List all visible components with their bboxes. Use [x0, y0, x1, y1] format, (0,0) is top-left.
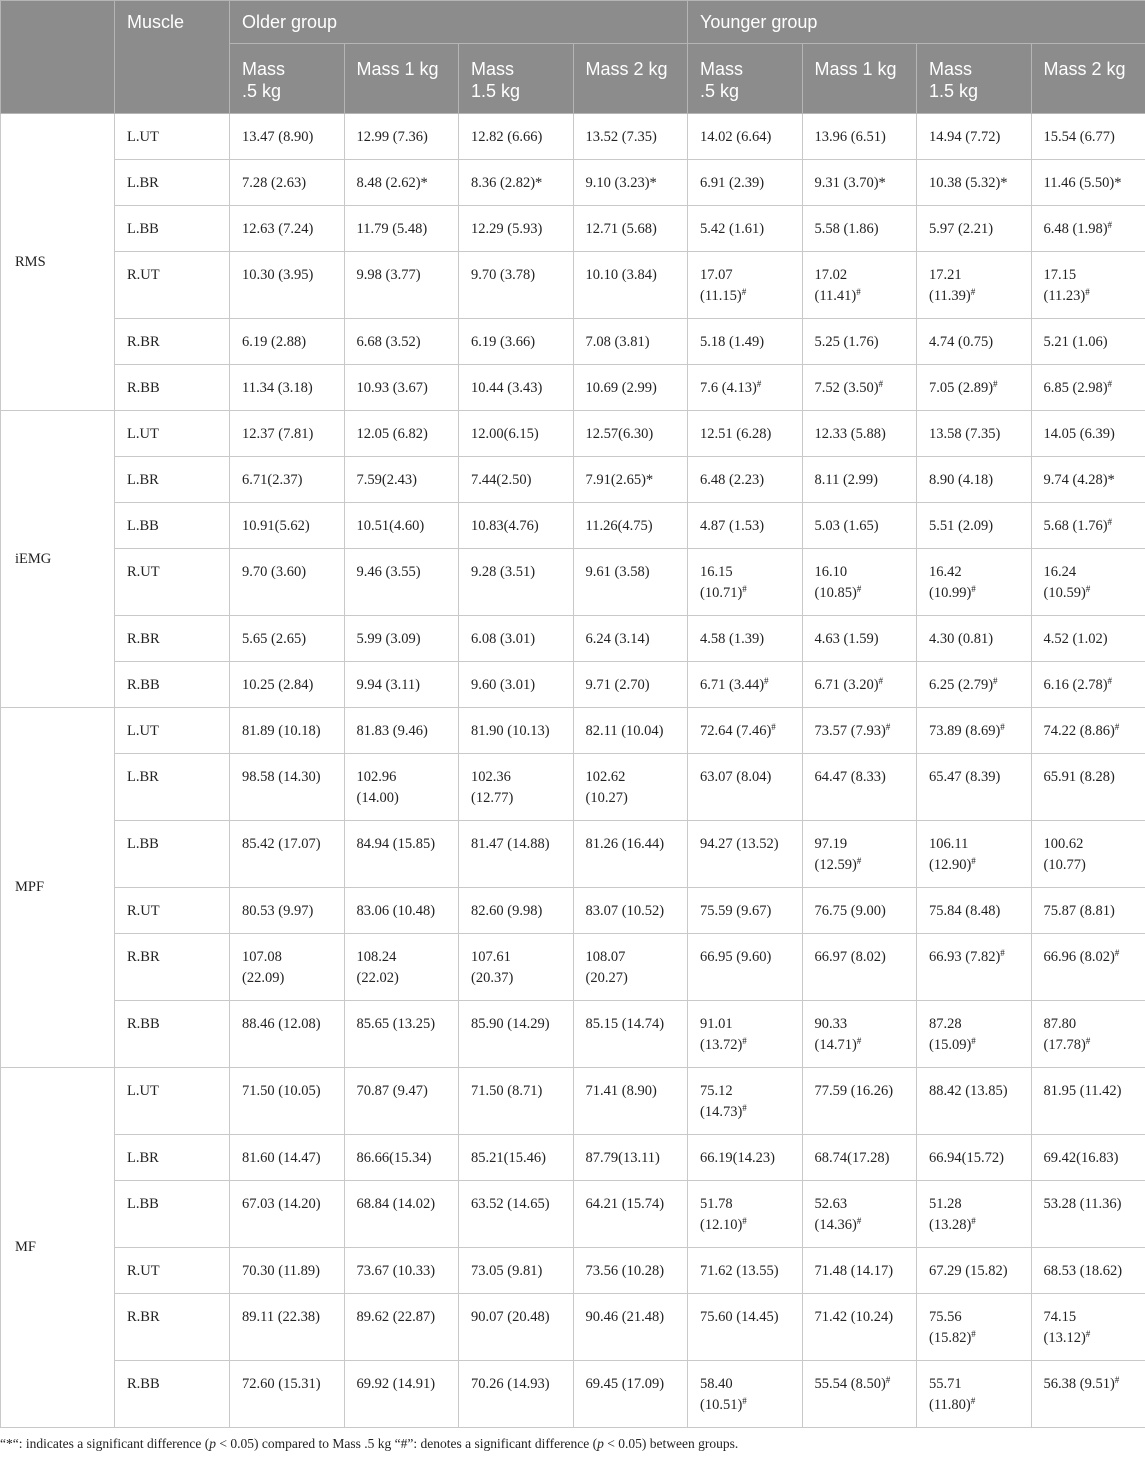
- value-cell: 6.16 (2.78)#: [1031, 662, 1145, 708]
- value-cell: 13.96 (6.51): [802, 114, 917, 160]
- value-cell: 9.60 (3.01): [459, 662, 574, 708]
- value-cell: 73.57 (7.93)#: [802, 708, 917, 754]
- header-mass-col: [459, 44, 574, 114]
- value-cell: 10.44 (3.43): [459, 365, 574, 411]
- muscle-label: R.UT: [115, 888, 230, 934]
- value-cell: 17.21 (11.39)#: [917, 252, 1032, 319]
- value-cell: 5.21 (1.06): [1031, 319, 1145, 365]
- value-cell: 71.42 (10.24): [802, 1294, 917, 1361]
- value-cell: 6.48 (2.23): [688, 457, 803, 503]
- value-cell: 9.98 (3.77): [344, 252, 459, 319]
- value-cell: 100.62 (10.77): [1031, 821, 1145, 888]
- value-cell: 4.52 (1.02): [1031, 616, 1145, 662]
- value-cell: 12.71 (5.68): [573, 206, 688, 252]
- table-row: [1, 662, 1145, 708]
- value-cell: 58.40 (10.51)#: [688, 1361, 803, 1428]
- header-mass-line1: Mass: [929, 59, 973, 79]
- value-cell: 72.60 (15.31): [230, 1361, 345, 1428]
- value-cell: 75.59 (9.67): [688, 888, 803, 934]
- header-mass-line2: 1.5 kg: [929, 81, 979, 101]
- value-cell: 6.71 (3.44)#: [688, 662, 803, 708]
- value-cell: 86.66(15.34): [344, 1135, 459, 1181]
- value-cell: 97.19 (12.59)#: [802, 821, 917, 888]
- value-cell: 8.48 (2.62)*: [344, 160, 459, 206]
- value-cell: 10.83(4.76): [459, 503, 574, 549]
- value-cell: 12.51 (6.28): [688, 411, 803, 457]
- value-cell: 91.01 (13.72)#: [688, 1001, 803, 1068]
- value-cell: 65.91 (8.28): [1031, 754, 1145, 821]
- value-cell: 5.65 (2.65): [230, 616, 345, 662]
- value-cell: 13.58 (7.35): [917, 411, 1032, 457]
- header-mass-line1: Mass 2 kg: [1043, 59, 1126, 79]
- value-cell: 102.96 (14.00): [344, 754, 459, 821]
- value-cell: 7.52 (3.50)#: [802, 365, 917, 411]
- value-cell: 5.97 (2.21): [917, 206, 1032, 252]
- metric-label: RMS: [1, 114, 115, 411]
- value-cell: 71.41 (8.90): [573, 1068, 688, 1135]
- value-cell: 17.07 (11.15)#: [688, 252, 803, 319]
- header-mass-line1: Mass: [700, 59, 744, 79]
- value-cell: 5.18 (1.49): [688, 319, 803, 365]
- value-cell: 75.56 (15.82)#: [917, 1294, 1032, 1361]
- value-cell: 85.15 (14.74): [573, 1001, 688, 1068]
- header-muscle: Muscle: [115, 1, 230, 114]
- value-cell: 85.21(15.46): [459, 1135, 574, 1181]
- table-row: [1, 616, 1145, 662]
- muscle-label: L.BB: [115, 503, 230, 549]
- header-mass-line1: Mass: [242, 59, 286, 79]
- value-cell: 82.60 (9.98): [459, 888, 574, 934]
- value-cell: 75.87 (8.81): [1031, 888, 1145, 934]
- value-cell: 90.46 (21.48): [573, 1294, 688, 1361]
- value-cell: 71.50 (8.71): [459, 1068, 574, 1135]
- value-cell: 5.42 (1.61): [688, 206, 803, 252]
- value-cell: 73.89 (8.69)#: [917, 708, 1032, 754]
- value-cell: 10.69 (2.99): [573, 365, 688, 411]
- value-cell: 90.07 (20.48): [459, 1294, 574, 1361]
- header-mass-col: [917, 44, 1032, 114]
- value-cell: 51.78 (12.10)#: [688, 1181, 803, 1248]
- value-cell: 69.45 (17.09): [573, 1361, 688, 1428]
- value-cell: 56.38 (9.51)#: [1031, 1361, 1145, 1428]
- table-row: [1, 888, 1145, 934]
- value-cell: 12.99 (7.36): [344, 114, 459, 160]
- header-metric-blank: [1, 1, 115, 114]
- footnote-star-text-a: : indicates a significant difference (: [18, 1436, 210, 1451]
- header-mass-col: [688, 44, 803, 114]
- value-cell: 81.89 (10.18): [230, 708, 345, 754]
- value-cell: 82.11 (10.04): [573, 708, 688, 754]
- value-cell: 5.51 (2.09): [917, 503, 1032, 549]
- table-row: [1, 114, 1145, 160]
- header-mass-line2: 1.5 kg: [471, 81, 521, 101]
- value-cell: 67.29 (15.82): [917, 1248, 1032, 1294]
- value-cell: 71.48 (14.17): [802, 1248, 917, 1294]
- value-cell: 4.74 (0.75): [917, 319, 1032, 365]
- value-cell: 12.00(6.15): [459, 411, 574, 457]
- value-cell: 75.84 (8.48): [917, 888, 1032, 934]
- value-cell: 76.75 (9.00): [802, 888, 917, 934]
- value-cell: 4.58 (1.39): [688, 616, 803, 662]
- value-cell: 4.63 (1.59): [802, 616, 917, 662]
- value-cell: 5.03 (1.65): [802, 503, 917, 549]
- footnote-hash-text-a: : denotes a significant difference (: [413, 1436, 598, 1451]
- value-cell: 77.59 (16.26): [802, 1068, 917, 1135]
- muscle-label: L.BR: [115, 1135, 230, 1181]
- table-row: [1, 457, 1145, 503]
- footnote-p-symbol-2: p: [597, 1436, 604, 1451]
- value-cell: 15.54 (6.77): [1031, 114, 1145, 160]
- value-cell: 10.93 (3.67): [344, 365, 459, 411]
- value-cell: 6.85 (2.98)#: [1031, 365, 1145, 411]
- value-cell: 17.02 (11.41)#: [802, 252, 917, 319]
- header-mass-line1: Mass: [471, 59, 515, 79]
- muscle-label: R.BB: [115, 365, 230, 411]
- value-cell: 14.94 (7.72): [917, 114, 1032, 160]
- value-cell: 53.28 (11.36): [1031, 1181, 1145, 1248]
- value-cell: 6.25 (2.79)#: [917, 662, 1032, 708]
- value-cell: 10.25 (2.84): [230, 662, 345, 708]
- value-cell: 89.62 (22.87): [344, 1294, 459, 1361]
- value-cell: 55.71 (11.80)#: [917, 1361, 1032, 1428]
- value-cell: 9.46 (3.55): [344, 549, 459, 616]
- value-cell: 84.94 (15.85): [344, 821, 459, 888]
- value-cell: 88.42 (13.85): [917, 1068, 1032, 1135]
- value-cell: 9.61 (3.58): [573, 549, 688, 616]
- value-cell: 16.24 (10.59)#: [1031, 549, 1145, 616]
- value-cell: 7.6 (4.13)#: [688, 365, 803, 411]
- value-cell: 10.30 (3.95): [230, 252, 345, 319]
- value-cell: 66.93 (7.82)#: [917, 934, 1032, 1001]
- value-cell: 10.91(5.62): [230, 503, 345, 549]
- table-row: [1, 754, 1145, 821]
- value-cell: 6.48 (1.98)#: [1031, 206, 1145, 252]
- value-cell: 71.62 (13.55): [688, 1248, 803, 1294]
- muscle-label: L.BB: [115, 821, 230, 888]
- value-cell: 10.51(4.60): [344, 503, 459, 549]
- muscle-label: L.UT: [115, 114, 230, 160]
- value-cell: 75.60 (14.45): [688, 1294, 803, 1361]
- value-cell: 87.80 (17.78)#: [1031, 1001, 1145, 1068]
- muscle-label: R.BB: [115, 1361, 230, 1428]
- table-row: [1, 1248, 1145, 1294]
- header-mass-line1: Mass 1 kg: [814, 59, 897, 79]
- muscle-label: L.BB: [115, 1181, 230, 1248]
- value-cell: 63.52 (14.65): [459, 1181, 574, 1248]
- value-cell: 66.95 (9.60): [688, 934, 803, 1001]
- table-row: [1, 1135, 1145, 1181]
- muscle-label: R.BR: [115, 1294, 230, 1361]
- value-cell: 9.94 (3.11): [344, 662, 459, 708]
- value-cell: 12.63 (7.24): [230, 206, 345, 252]
- footnote-star-text-b: < 0.05) compared to Mass .5 kg: [216, 1436, 395, 1451]
- muscle-label: R.UT: [115, 549, 230, 616]
- value-cell: 81.26 (16.44): [573, 821, 688, 888]
- value-cell: 16.42 (10.99)#: [917, 549, 1032, 616]
- metric-label: MPF: [1, 708, 115, 1068]
- value-cell: 108.07 (20.27): [573, 934, 688, 1001]
- value-cell: 9.28 (3.51): [459, 549, 574, 616]
- value-cell: 12.29 (5.93): [459, 206, 574, 252]
- value-cell: 64.21 (15.74): [573, 1181, 688, 1248]
- table-body: [1, 114, 1145, 1428]
- value-cell: 5.25 (1.76): [802, 319, 917, 365]
- metric-label: iEMG: [1, 411, 115, 708]
- value-cell: 67.03 (14.20): [230, 1181, 345, 1248]
- value-cell: 70.30 (11.89): [230, 1248, 345, 1294]
- value-cell: 68.84 (14.02): [344, 1181, 459, 1248]
- table-row: [1, 549, 1145, 616]
- value-cell: 8.11 (2.99): [802, 457, 917, 503]
- value-cell: 72.64 (7.46)#: [688, 708, 803, 754]
- value-cell: 17.15 (11.23)#: [1031, 252, 1145, 319]
- table-row: [1, 1361, 1145, 1428]
- value-cell: 74.22 (8.86)#: [1031, 708, 1145, 754]
- value-cell: 7.91(2.65)*: [573, 457, 688, 503]
- muscle-label: L.UT: [115, 411, 230, 457]
- value-cell: 9.70 (3.60): [230, 549, 345, 616]
- value-cell: 98.58 (14.30): [230, 754, 345, 821]
- table-header: [1, 1, 1145, 114]
- value-cell: 65.47 (8.39): [917, 754, 1032, 821]
- value-cell: 64.47 (8.33): [802, 754, 917, 821]
- muscle-label: R.BB: [115, 1001, 230, 1068]
- muscle-label: R.BB: [115, 662, 230, 708]
- value-cell: 81.47 (14.88): [459, 821, 574, 888]
- table-row: [1, 934, 1145, 1001]
- header-younger-group: Younger group: [688, 1, 1145, 44]
- value-cell: 90.33 (14.71)#: [802, 1001, 917, 1068]
- value-cell: 51.28 (13.28)#: [917, 1181, 1032, 1248]
- value-cell: 94.27 (13.52): [688, 821, 803, 888]
- value-cell: 9.31 (3.70)*: [802, 160, 917, 206]
- value-cell: 12.33 (5.88): [802, 411, 917, 457]
- value-cell: 4.30 (0.81): [917, 616, 1032, 662]
- value-cell: 75.12 (14.73)#: [688, 1068, 803, 1135]
- value-cell: 81.95 (11.42): [1031, 1068, 1145, 1135]
- muscle-label: R.BR: [115, 616, 230, 662]
- value-cell: 16.15 (10.71)#: [688, 549, 803, 616]
- value-cell: 108.24 (22.02): [344, 934, 459, 1001]
- value-cell: 9.70 (3.78): [459, 252, 574, 319]
- muscle-label: L.UT: [115, 1068, 230, 1135]
- value-cell: 12.82 (6.66): [459, 114, 574, 160]
- table-row: [1, 821, 1145, 888]
- value-cell: 68.74(17.28): [802, 1135, 917, 1181]
- muscle-label: R.UT: [115, 1248, 230, 1294]
- value-cell: 81.90 (10.13): [459, 708, 574, 754]
- value-cell: 66.94(15.72): [917, 1135, 1032, 1181]
- muscle-label: R.BR: [115, 934, 230, 1001]
- value-cell: 89.11 (22.38): [230, 1294, 345, 1361]
- value-cell: 4.87 (1.53): [688, 503, 803, 549]
- value-cell: 73.67 (10.33): [344, 1248, 459, 1294]
- value-cell: 8.90 (4.18): [917, 457, 1032, 503]
- value-cell: 80.53 (9.97): [230, 888, 345, 934]
- table-row: [1, 1181, 1145, 1248]
- header-mass-line1: Mass 1 kg: [356, 59, 439, 79]
- table-row: [1, 708, 1145, 754]
- value-cell: 102.36 (12.77): [459, 754, 574, 821]
- value-cell: 7.08 (3.81): [573, 319, 688, 365]
- value-cell: 73.56 (10.28): [573, 1248, 688, 1294]
- value-cell: 6.24 (3.14): [573, 616, 688, 662]
- header-mass-col: [802, 44, 917, 114]
- muscle-label: L.BB: [115, 206, 230, 252]
- value-cell: 83.06 (10.48): [344, 888, 459, 934]
- value-cell: 107.08 (22.09): [230, 934, 345, 1001]
- value-cell: 81.60 (14.47): [230, 1135, 345, 1181]
- value-cell: 6.71(2.37): [230, 457, 345, 503]
- value-cell: 81.83 (9.46): [344, 708, 459, 754]
- value-cell: 63.07 (8.04): [688, 754, 803, 821]
- muscle-label: R.UT: [115, 252, 230, 319]
- value-cell: 9.71 (2.70): [573, 662, 688, 708]
- muscle-label: L.BR: [115, 457, 230, 503]
- header-mass-line2: .5 kg: [700, 81, 740, 101]
- value-cell: 7.44(2.50): [459, 457, 574, 503]
- value-cell: 83.07 (10.52): [573, 888, 688, 934]
- value-cell: 74.15 (13.12)#: [1031, 1294, 1145, 1361]
- table-row: [1, 160, 1145, 206]
- table-row: [1, 1294, 1145, 1361]
- value-cell: 6.91 (2.39): [688, 160, 803, 206]
- value-cell: 70.87 (9.47): [344, 1068, 459, 1135]
- value-cell: 106.11 (12.90)#: [917, 821, 1032, 888]
- muscle-label: L.BR: [115, 160, 230, 206]
- value-cell: 7.59(2.43): [344, 457, 459, 503]
- header-mass-line1: Mass 2 kg: [585, 59, 668, 79]
- value-cell: 11.79 (5.48): [344, 206, 459, 252]
- table-row: [1, 206, 1145, 252]
- table-row: [1, 365, 1145, 411]
- value-cell: 7.28 (2.63): [230, 160, 345, 206]
- table-footnote: [0, 1436, 738, 1452]
- header-mass-col: [573, 44, 688, 114]
- header-mass-col: [1031, 44, 1145, 114]
- header-older-group: Older group: [230, 1, 688, 44]
- value-cell: 11.34 (3.18): [230, 365, 345, 411]
- table-row: [1, 252, 1145, 319]
- value-cell: 102.62 (10.27): [573, 754, 688, 821]
- value-cell: 69.42(16.83): [1031, 1135, 1145, 1181]
- value-cell: 6.19 (2.88): [230, 319, 345, 365]
- value-cell: 9.10 (3.23)*: [573, 160, 688, 206]
- value-cell: 85.90 (14.29): [459, 1001, 574, 1068]
- value-cell: 13.52 (7.35): [573, 114, 688, 160]
- value-cell: 7.05 (2.89)#: [917, 365, 1032, 411]
- value-cell: 13.47 (8.90): [230, 114, 345, 160]
- value-cell: 14.05 (6.39): [1031, 411, 1145, 457]
- value-cell: 10.38 (5.32)*: [917, 160, 1032, 206]
- value-cell: 5.68 (1.76)#: [1031, 503, 1145, 549]
- muscle-label: L.BR: [115, 754, 230, 821]
- value-cell: 12.57(6.30): [573, 411, 688, 457]
- value-cell: 10.10 (3.84): [573, 252, 688, 319]
- value-cell: 88.46 (12.08): [230, 1001, 345, 1068]
- value-cell: 5.99 (3.09): [344, 616, 459, 662]
- value-cell: 70.26 (14.93): [459, 1361, 574, 1428]
- table-row: [1, 503, 1145, 549]
- value-cell: 8.36 (2.82)*: [459, 160, 574, 206]
- metric-label: MF: [1, 1068, 115, 1428]
- muscle-label: L.UT: [115, 708, 230, 754]
- footnote-hash-text-b: < 0.05) between groups.: [603, 1436, 739, 1451]
- header-mass-line2: .5 kg: [242, 81, 282, 101]
- value-cell: 87.28 (15.09)#: [917, 1001, 1032, 1068]
- value-cell: 85.65 (13.25): [344, 1001, 459, 1068]
- footnote-p-symbol: p: [209, 1436, 217, 1451]
- value-cell: 68.53 (18.62): [1031, 1248, 1145, 1294]
- value-cell: 6.68 (3.52): [344, 319, 459, 365]
- value-cell: 52.63 (14.36)#: [802, 1181, 917, 1248]
- value-cell: 66.19(14.23): [688, 1135, 803, 1181]
- value-cell: 6.71 (3.20)#: [802, 662, 917, 708]
- value-cell: 9.74 (4.28)*: [1031, 457, 1145, 503]
- header-mass-col: [230, 44, 345, 114]
- value-cell: 73.05 (9.81): [459, 1248, 574, 1294]
- value-cell: 12.05 (6.82): [344, 411, 459, 457]
- value-cell: 107.61 (20.37): [459, 934, 574, 1001]
- value-cell: 87.79(13.11): [573, 1135, 688, 1181]
- value-cell: 69.92 (14.91): [344, 1361, 459, 1428]
- value-cell: 11.46 (5.50)*: [1031, 160, 1145, 206]
- footnote-star-symbol: “*“: [0, 1436, 19, 1451]
- value-cell: 16.10 (10.85)#: [802, 549, 917, 616]
- value-cell: 55.54 (8.50)#: [802, 1361, 917, 1428]
- value-cell: 71.50 (10.05): [230, 1068, 345, 1135]
- value-cell: 6.08 (3.01): [459, 616, 574, 662]
- value-cell: 6.19 (3.66): [459, 319, 574, 365]
- muscle-label: R.BR: [115, 319, 230, 365]
- value-cell: 14.02 (6.64): [688, 114, 803, 160]
- footnote-hash-symbol: “#”: [394, 1436, 414, 1451]
- value-cell: 12.37 (7.81): [230, 411, 345, 457]
- table-row: [1, 1068, 1145, 1135]
- table-row: [1, 1001, 1145, 1068]
- header-mass-col: [344, 44, 459, 114]
- value-cell: 66.96 (8.02)#: [1031, 934, 1145, 1001]
- value-cell: 85.42 (17.07): [230, 821, 345, 888]
- table-row: [1, 411, 1145, 457]
- value-cell: 5.58 (1.86): [802, 206, 917, 252]
- value-cell: 11.26(4.75): [573, 503, 688, 549]
- table-row: [1, 319, 1145, 365]
- value-cell: 66.97 (8.02): [802, 934, 917, 1001]
